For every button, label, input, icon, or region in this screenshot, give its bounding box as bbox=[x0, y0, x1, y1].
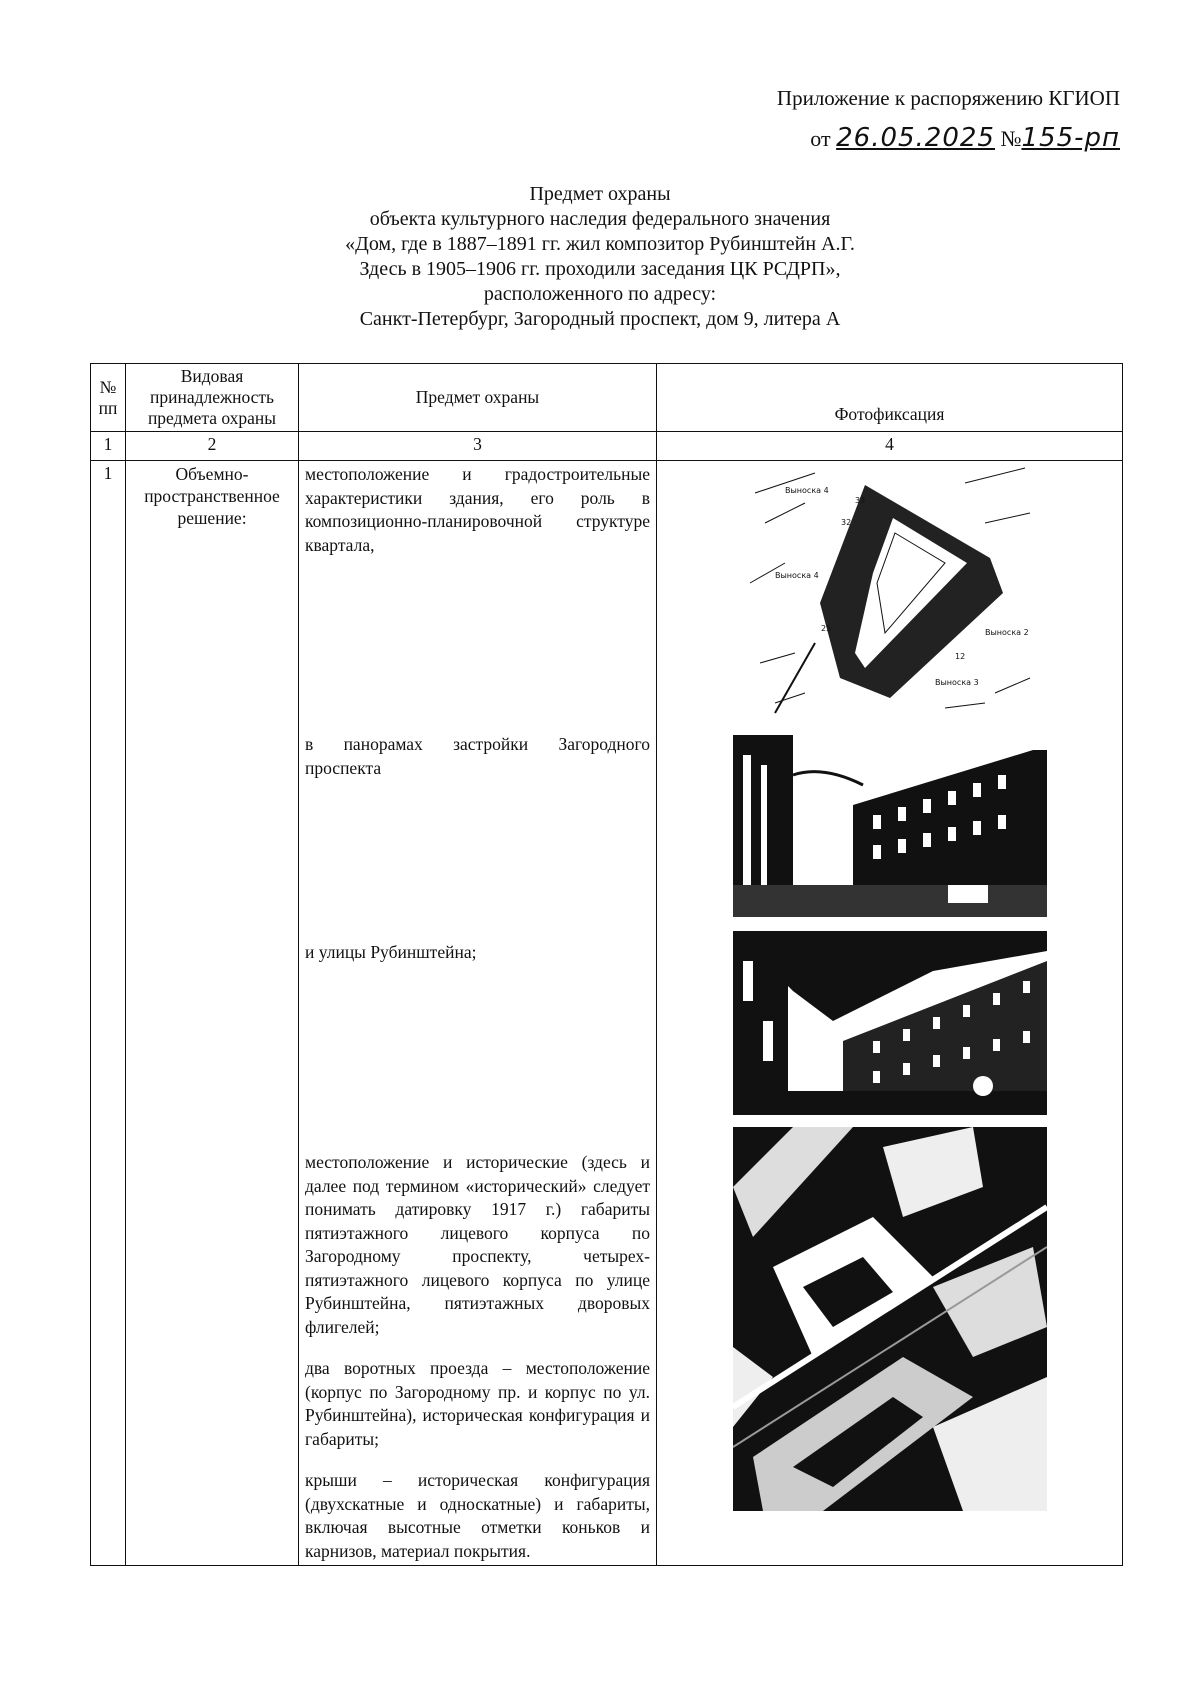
title-line-2: объекта культурного наследия федерального значения bbox=[369, 208, 831, 230]
number-sign: № bbox=[1000, 126, 1022, 151]
item-zagorodny-panorama: в панорамах застройки Загородного проспекта bbox=[305, 734, 650, 778]
order-number: 155-рп bbox=[1021, 123, 1120, 153]
subject-cell bbox=[299, 461, 657, 1566]
map-label-callout-4: Выноска 4 bbox=[774, 571, 819, 580]
title-line-6: Санкт-Петербург, Загородный проспект, дом 9, литера А bbox=[359, 308, 841, 330]
table-row bbox=[91, 461, 1123, 1566]
item-dimensions: местоположение и исторические (здесь и далее под термином «исторический» следует понимать датировку 1917 г.) габариты пятиэтажного лицевого корпуса по Загородному проспекту, четырех-пятиэтажного лицевого корпуса по улице Рубинштейна, пятиэтажных дворовых флигелей; bbox=[305, 1152, 650, 1337]
map-label-callout-4a: Выноска 4 bbox=[784, 486, 829, 495]
order-date: 26.05.2025 bbox=[836, 123, 995, 153]
appendix-reference bbox=[690, 123, 1120, 153]
title-line-5: расположенного по адресу: bbox=[483, 283, 717, 305]
photo-rubinstein-street bbox=[733, 931, 1047, 1115]
header-number: № пп bbox=[91, 364, 126, 432]
protection-table bbox=[90, 363, 1123, 1566]
appendix-header bbox=[690, 86, 1120, 153]
title-line-4: Здесь в 1905–1906 гг. проходили заседания ЦК РСДРП», bbox=[359, 258, 841, 280]
row-number: 1 bbox=[91, 461, 126, 1566]
map-label-32: 32 bbox=[840, 518, 851, 527]
category-text: Объемно-пространственное решение: bbox=[144, 464, 280, 528]
col-number-2: 2 bbox=[126, 432, 299, 461]
header-subject: Предмет охраны bbox=[299, 364, 657, 432]
map-label-callout-2: Выноска 2 bbox=[984, 628, 1029, 637]
col-number-3: 3 bbox=[299, 432, 657, 461]
column-numbers-row bbox=[91, 432, 1123, 461]
item-gateways: два воротных проезда – местоположение (корпус по Загородному пр. и корпус по ул. Рубинштейна), историческая конфигурация и габариты; bbox=[305, 1358, 650, 1449]
appendix-title: Приложение к распоряжению КГИОП bbox=[776, 86, 1120, 110]
col-number-1: 1 bbox=[91, 432, 126, 461]
header-category: Видовая принадлежность предмета охраны bbox=[126, 364, 299, 432]
from-label: от bbox=[810, 126, 831, 151]
site-plan-map bbox=[745, 463, 1035, 725]
map-label-33: 33 bbox=[854, 496, 865, 505]
map-label-12: 12 bbox=[954, 652, 965, 661]
header-photo: Фотофиксация bbox=[657, 364, 1123, 432]
photo-aerial-view bbox=[733, 1127, 1047, 1511]
title-line-1: Предмет охраны bbox=[529, 183, 671, 205]
photo-cell bbox=[657, 461, 1123, 1566]
table-header-row bbox=[91, 364, 1123, 432]
map-label-callout-3: Выноска 3 bbox=[934, 678, 979, 687]
document-title bbox=[200, 182, 1000, 332]
row-category bbox=[126, 461, 299, 1566]
map-label-25: 25 bbox=[820, 624, 831, 633]
photo-zagorodny-panorama bbox=[733, 735, 1047, 917]
col-number-4: 4 bbox=[657, 432, 1123, 461]
title-line-3: «Дом, где в 1887–1891 гг. жил композитор Рубинштейн А.Г. bbox=[345, 233, 855, 255]
item-rubinstein-street: и улицы Рубинштейна; bbox=[305, 942, 477, 962]
item-roofs: крыши – историческая конфигурация (двухскатные и односкатные) и габариты, включая высотные отметки коньков и карнизов, материал покрытия. bbox=[305, 1470, 650, 1561]
item-location: местоположение и градостроительные характеристики здания, его роль в композиционно-планировочной структуре квартала, bbox=[305, 464, 650, 555]
